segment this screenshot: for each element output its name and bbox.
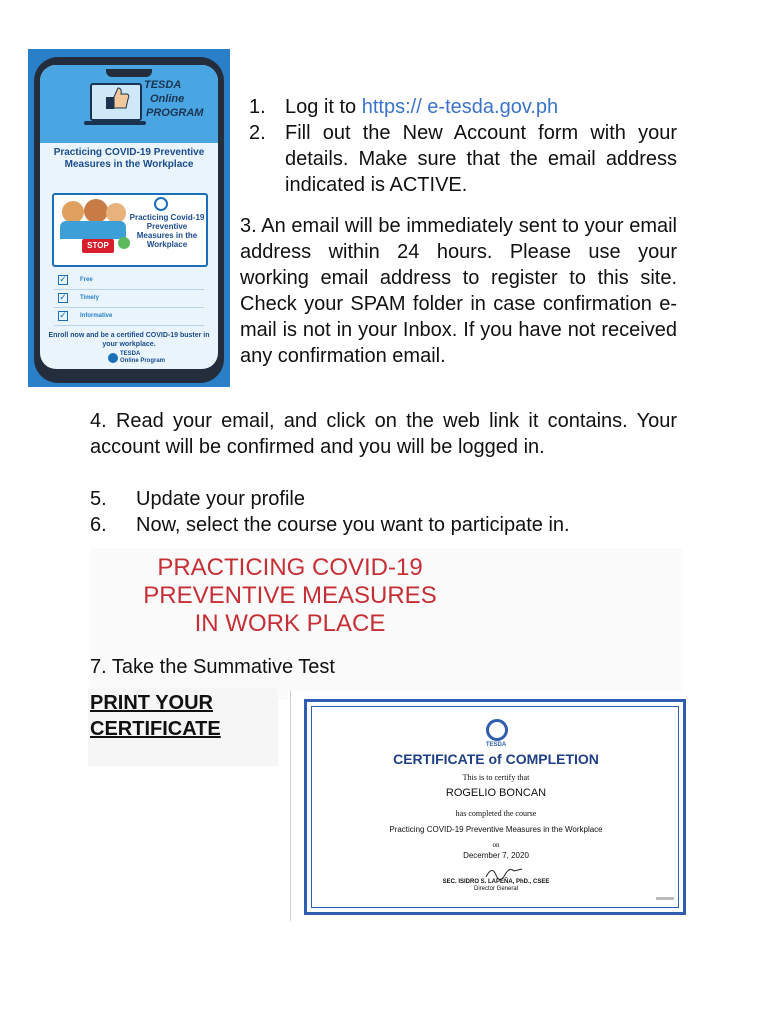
feature-label: Informative xyxy=(80,313,113,319)
step-1-number: 1. xyxy=(249,96,266,118)
certificate-inner-border xyxy=(311,706,679,908)
tesda-poster-image xyxy=(28,49,230,387)
poster-course-card xyxy=(52,193,208,267)
program-line-1: TESDA xyxy=(144,79,182,91)
checkbox-icon: ✓ xyxy=(59,311,67,321)
enroll-text: Enroll now and be a certified COVID-19 buster in your workplace. xyxy=(48,332,210,348)
step-1-text: Log it to xyxy=(285,96,362,118)
step-6-number: 6. xyxy=(90,514,107,536)
print-certificate-heading xyxy=(90,690,250,742)
certificate-title: CERTIFICATE of COMPLETION xyxy=(393,751,599,767)
certificate-certify-line: This is to certify that xyxy=(462,773,530,782)
step-5-text: Update your profile xyxy=(136,488,305,510)
certificate-serial-mark xyxy=(656,897,674,900)
feature-row-informative xyxy=(54,309,204,326)
poster-title: Practicing COVID-19 Preventive Measures in the Workplace xyxy=(53,147,205,170)
certificate-completed-line: has completed the course xyxy=(455,809,537,818)
footer-line-2: Online Program xyxy=(120,358,166,364)
step-5-number: 5. xyxy=(90,488,107,510)
tesda-gear-logo-icon xyxy=(486,719,508,741)
step-6-text: Now, select the course you want to participate in. xyxy=(136,514,570,536)
step-1 xyxy=(285,94,685,120)
banner-title xyxy=(90,554,490,638)
course-banner xyxy=(90,548,682,700)
certificate-on: on xyxy=(492,841,500,849)
step-2-number: 2. xyxy=(249,122,266,144)
certificate-border xyxy=(304,699,686,915)
person-icon xyxy=(84,199,108,223)
checkbox-icon: ✓ xyxy=(59,293,67,303)
laptop-icon xyxy=(90,83,142,121)
feature-row-free xyxy=(54,273,204,290)
banner-line-3: IN WORK PLACE xyxy=(194,610,386,637)
step-2-text: Fill out the New Account form with your details. Make sure that the email address indicated is ACTIVE. xyxy=(285,122,677,196)
feature-row-timely xyxy=(54,291,204,308)
tesda-link[interactable]: https:// e-tesda.gov.ph xyxy=(361,96,559,118)
banner-line-2: PREVENTIVE MEASURES xyxy=(143,582,437,609)
certificate-course: Practicing COVID-19 Preventive Measures in the Workplace xyxy=(389,825,603,834)
footer-line-1: TESDA xyxy=(120,351,141,357)
people-bodies xyxy=(60,221,126,239)
card-course-title: Practicing Covid-19 Preventive Measures in the Workplace xyxy=(129,213,205,249)
step-4-text: 4. Read your email, and click on the web link it contains. Your account will be confirmed and you will be logged in. xyxy=(90,410,677,458)
step-3-text: 3. An email will be immediately sent to your email address within 24 hours. Please use your working email address to register to this site. Check your SPAM folder in case confirmation e-mail is not in your Inbox. If you have not received any confirmation email. xyxy=(240,215,677,367)
tesda-footer-text xyxy=(120,351,165,365)
certificate-recipient-name: ROGELIO BONCAN xyxy=(445,787,547,799)
print-heading-line-1: PRINT YOUR xyxy=(90,692,213,714)
person-icon xyxy=(106,203,126,223)
person-icon xyxy=(62,201,84,223)
print-heading-line-2: CERTIFICATE xyxy=(90,718,221,740)
stop-sign: STOP xyxy=(82,239,114,253)
tesda-logo-icon xyxy=(154,197,168,211)
step-7-text: 7. Take the Summative Test xyxy=(90,656,335,678)
feature-label: Timely xyxy=(80,295,99,301)
program-line-3: PROGRAM xyxy=(146,107,204,119)
banner-line-1: PRACTICING COVID-19 xyxy=(157,554,423,581)
certificate-signatory-title: Director General xyxy=(473,886,518,892)
phone-frame xyxy=(34,57,224,383)
program-line-2: Online xyxy=(150,93,185,105)
thumbs-up-icon xyxy=(92,85,136,115)
phone-notch xyxy=(106,69,152,77)
certificate-agency: TESDA xyxy=(485,742,507,748)
feature-label: Free xyxy=(80,277,93,283)
virus-icon xyxy=(118,237,130,249)
laptop-base xyxy=(84,121,146,125)
certificate-date: December 7, 2020 xyxy=(463,851,529,860)
certificate-signatory: SEC. ISIDRO S. LAPEÑA, PhD., CSEE xyxy=(442,879,550,885)
tesda-footer-logo-icon xyxy=(108,353,118,363)
checkbox-icon: ✓ xyxy=(59,275,67,285)
phone-screen xyxy=(40,65,218,369)
certificate-image xyxy=(290,691,693,921)
